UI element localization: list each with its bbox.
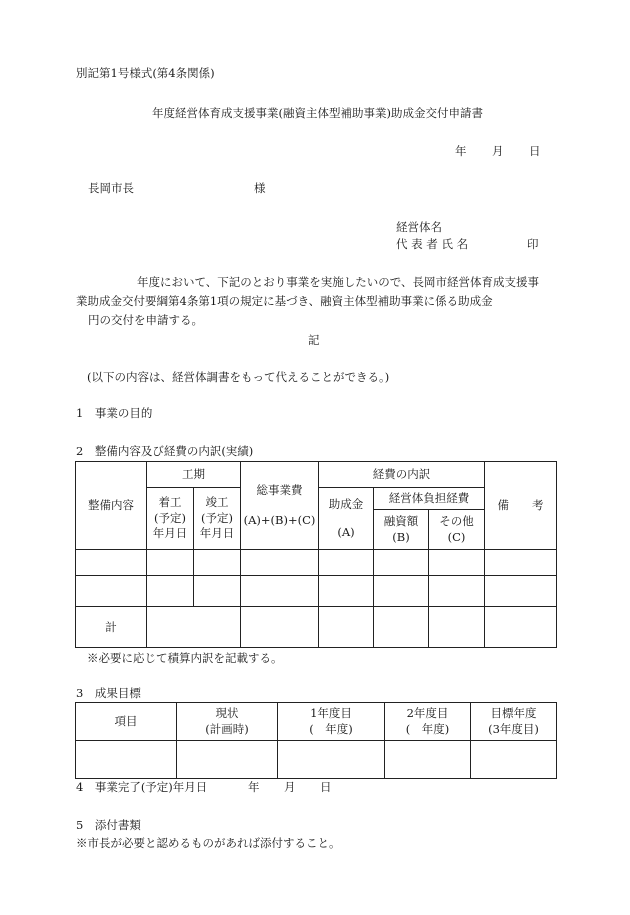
completion-year: 年: [248, 780, 260, 794]
header-current-line-2: (計画時): [205, 721, 249, 736]
form-id: 別記第1号様式(第4条関係): [76, 66, 215, 80]
header-year2-line-1: 2年度目: [406, 705, 449, 720]
header-start-line-3: 年月日: [152, 526, 188, 541]
table-cell[interactable]: [319, 607, 374, 648]
body-line-1: 年度において、下記のとおり事業を実施したいので、長岡市経営体育成支援事: [137, 275, 540, 289]
table-cell[interactable]: [241, 607, 319, 648]
completion-day: 日: [320, 780, 332, 794]
completion-month: 月: [284, 780, 296, 794]
addressee-name: 長岡市長: [88, 181, 134, 195]
table-cell[interactable]: [194, 576, 241, 607]
header-breakdown: 経費の内訳: [319, 462, 485, 488]
section-5-heading: 5 添付書類: [76, 818, 141, 832]
body-line-3: 円の交付を申請する。: [88, 313, 203, 327]
table-cell[interactable]: [147, 576, 194, 607]
table-cell[interactable]: [429, 576, 485, 607]
table-cell[interactable]: [485, 550, 557, 576]
section-4-heading: 4 事業完了(予定)年月日: [76, 780, 208, 794]
header-other-code: (C): [447, 529, 466, 544]
table-cell[interactable]: [278, 741, 385, 779]
table-cell[interactable]: [429, 607, 485, 648]
header-target: [471, 703, 557, 741]
substitute-note: (以下の内容は、経営体調書をもって代えることができる。): [87, 370, 390, 384]
table-cell[interactable]: [429, 550, 485, 576]
seal-mark: 印: [527, 237, 539, 251]
table-cell[interactable]: [76, 550, 147, 576]
ki-heading: 記: [308, 333, 320, 347]
table-cell[interactable]: [374, 550, 429, 576]
table-cell[interactable]: [241, 550, 319, 576]
header-total-label: 総事業費: [256, 482, 303, 497]
table-cell[interactable]: [177, 741, 278, 779]
header-other-label: その他: [439, 513, 474, 528]
header-start-line-1: 着工: [158, 495, 182, 510]
header-current: [177, 703, 278, 741]
header-year1-line-2: ( 年度): [309, 721, 353, 736]
header-content: 整備内容: [76, 462, 147, 550]
date-month: 月: [492, 144, 504, 158]
table-cell[interactable]: [374, 607, 429, 648]
target-table: [75, 702, 557, 779]
expense-table: [75, 461, 557, 648]
header-start: [147, 488, 194, 550]
header-year1-line-1: 1年度目: [310, 705, 352, 720]
header-year2-line-2: ( 年度): [405, 721, 450, 736]
header-start-line-2: (予定): [154, 510, 186, 525]
header-loan-code: (B): [392, 529, 410, 544]
section-1-heading: 1 事業の目的: [76, 406, 153, 420]
table-total-row: [76, 607, 557, 648]
table-cell[interactable]: [241, 576, 319, 607]
table-row: [76, 741, 557, 779]
header-grant-label: 助成金: [328, 496, 364, 511]
header-end: [194, 488, 241, 550]
header-other: [429, 510, 485, 550]
table-row: [76, 576, 557, 607]
document-title: 年度経営体育成支援事業(融資主体型補助事業)助成金交付申請書: [152, 106, 483, 120]
header-loan-label: 融資額: [383, 513, 419, 528]
total-label: 計: [76, 607, 147, 648]
header-item: 項目: [76, 703, 177, 741]
date-day: 日: [529, 144, 541, 158]
table-cell[interactable]: [76, 576, 147, 607]
header-burden: 経営体負担経費: [374, 488, 485, 510]
header-end-line-3: 年月日: [199, 526, 235, 541]
applicant-representative-label: 代 表 者 氏 名: [396, 237, 469, 251]
table-cell[interactable]: [76, 741, 177, 779]
table-cell[interactable]: [319, 550, 374, 576]
addressee-honorific: 様: [254, 181, 266, 195]
estimate-note: ※必要に応じて積算内訳を記載する。: [87, 651, 283, 665]
table-cell[interactable]: [485, 607, 557, 648]
table-cell[interactable]: [147, 607, 241, 648]
header-grant-code: (A): [337, 524, 355, 539]
header-year1: [278, 703, 385, 741]
header-year2: [385, 703, 471, 741]
table-cell[interactable]: [147, 550, 194, 576]
header-end-line-2: (予定): [201, 510, 233, 525]
header-loan: [374, 510, 429, 550]
header-total-formula: (A)+(B)+(C): [243, 512, 316, 527]
table-cell[interactable]: [194, 550, 241, 576]
table-cell[interactable]: [374, 576, 429, 607]
body-line-2: 業助成金交付要綱第4条第1項の規定に基づき、融資主体型補助事業に係る助成金: [76, 294, 493, 308]
section-3-heading: 3 成果目標: [76, 686, 141, 700]
header-target-line-2: (3年度目): [488, 721, 539, 736]
table-cell[interactable]: [471, 741, 557, 779]
header-end-line-1: 竣工: [205, 495, 229, 510]
header-period: 工期: [147, 462, 241, 488]
date-year: 年: [455, 144, 467, 158]
applicant-entity-label: 経営体名: [396, 220, 442, 234]
table-cell[interactable]: [385, 741, 471, 779]
header-current-line-1: 現状: [215, 705, 239, 720]
header-target-line-1: 目標年度: [490, 705, 537, 720]
attachment-note: ※市長が必要と認めるものがあれば添付すること。: [76, 836, 341, 850]
section-2-heading: 2 整備内容及び経費の内訳(実績): [76, 444, 254, 458]
header-remarks: 備 考: [485, 462, 557, 550]
header-grant: [319, 488, 374, 550]
table-row: [76, 550, 557, 576]
header-total: [241, 462, 319, 550]
table-cell[interactable]: [485, 576, 557, 607]
table-cell[interactable]: [319, 576, 374, 607]
